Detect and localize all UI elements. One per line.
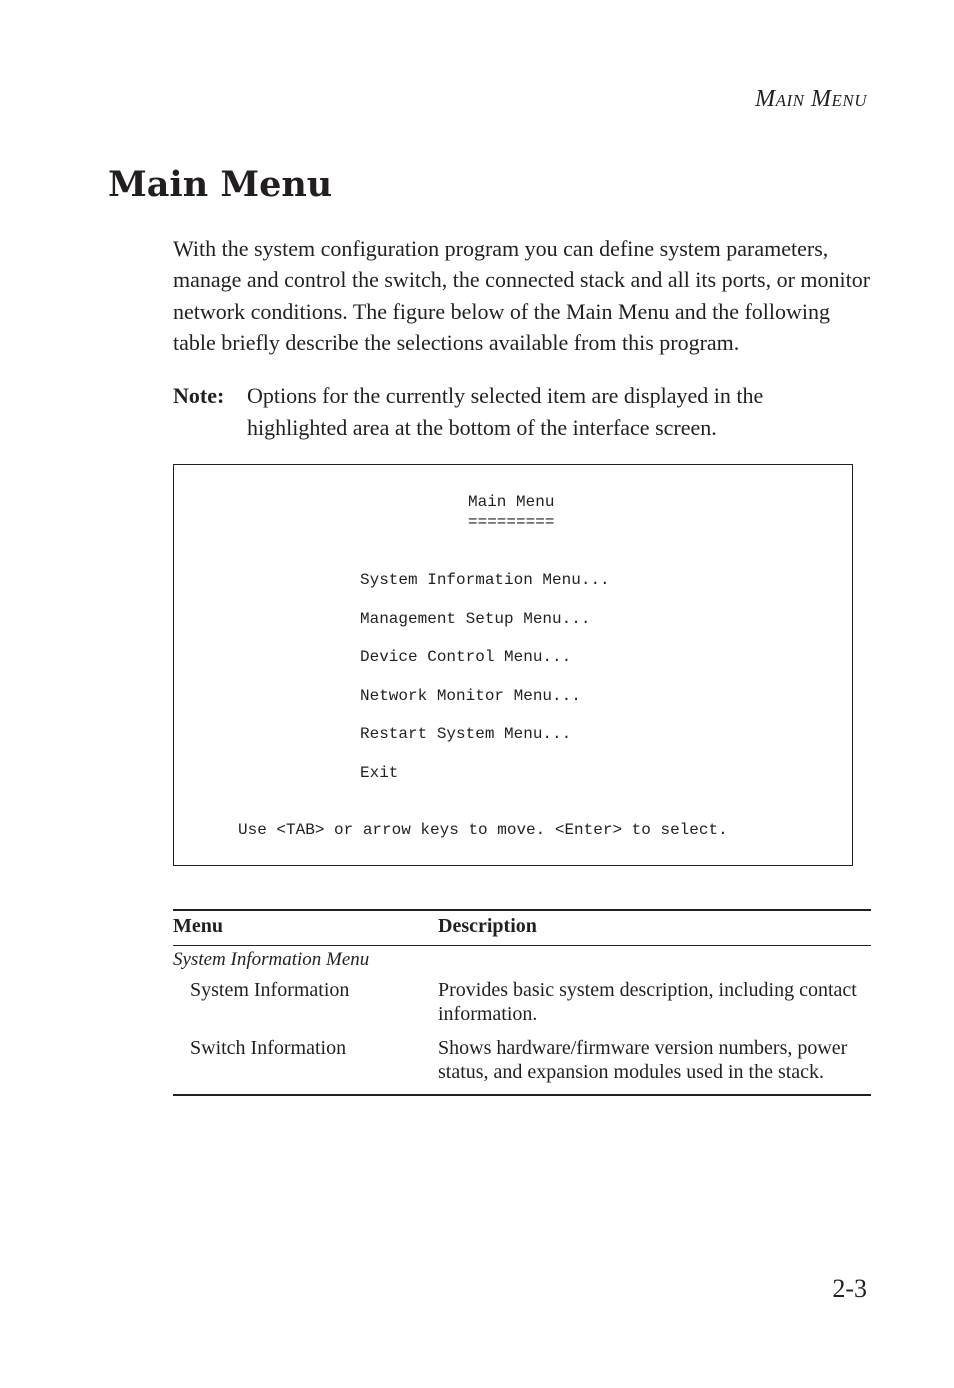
table-group-heading: System Information Menu	[173, 949, 370, 970]
table-row	[173, 978, 871, 1036]
terminal-screen	[173, 464, 853, 866]
note	[173, 380, 853, 444]
menu-item-management-setup[interactable]: Management Setup Menu...	[360, 610, 591, 628]
menu-item-restart-system[interactable]: Restart System Menu...	[360, 725, 572, 743]
note-text: Options for the currently selected item are displayed in the highlighted area at the bottom of the interface screen.	[247, 383, 764, 440]
running-header: Main Menu	[755, 86, 867, 112]
menu-item-network-monitor[interactable]: Network Monitor Menu...	[360, 687, 581, 705]
page-number: 2-3	[832, 1274, 867, 1303]
column-header-menu: Menu	[173, 915, 223, 937]
row-description-cell: Shows hardware/firmware version numbers, power status, and expansion modules used in the stack.	[438, 1037, 848, 1083]
intro-paragraph: With the system configuration program you can define system parameters, manage and control the switch, the connected stack and all its ports, or monitor network conditions. The figure below of the Main Menu and the following table briefly describe the selections available from this program.	[173, 236, 871, 355]
menu-item-device-control[interactable]: Device Control Menu...	[360, 648, 572, 666]
menu-item-system-information[interactable]: System Information Menu...	[360, 571, 610, 589]
page-title: Main Menu	[108, 164, 333, 205]
row-description-cell: Provides basic system description, including contact information.	[438, 979, 857, 1025]
menu-description-table	[173, 909, 871, 1096]
column-header-description: Description	[438, 915, 537, 937]
note-label: Note:	[173, 383, 225, 408]
table-header	[173, 911, 871, 946]
terminal-title: Main Menu	[468, 493, 555, 511]
terminal-hint: Use <TAB> or arrow keys to move. <Enter> to select.	[238, 821, 728, 839]
menu-item-exit[interactable]: Exit	[360, 764, 399, 782]
row-menu-cell: System Information	[190, 979, 350, 1001]
table-row	[173, 1036, 871, 1094]
terminal-title-underline: =========	[468, 513, 555, 531]
row-menu-cell: Switch Information	[190, 1037, 347, 1059]
